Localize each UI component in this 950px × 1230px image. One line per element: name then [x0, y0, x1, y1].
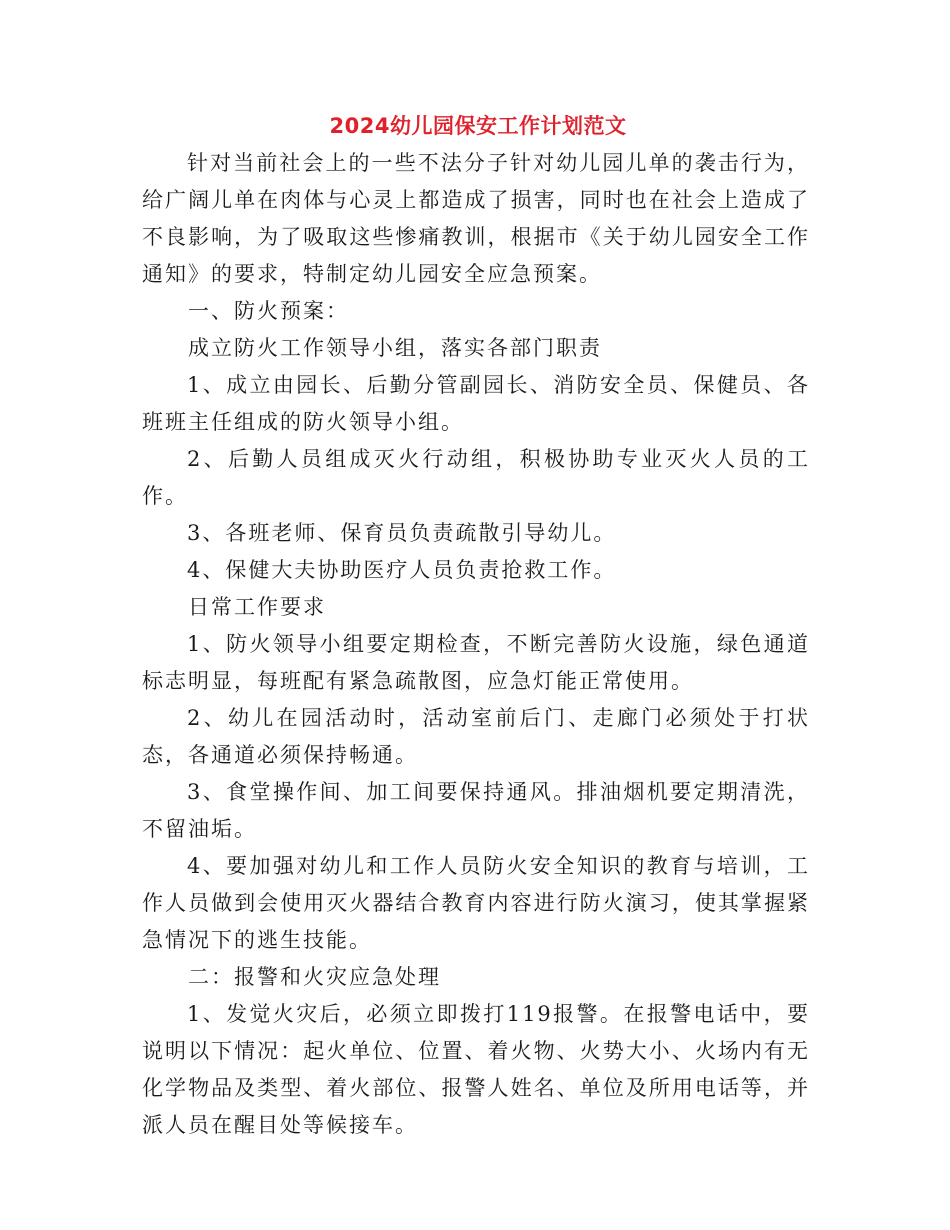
section-heading-fire-plan: 一、防火预案： [188, 299, 349, 323]
list-item: 1、发觉火灾后，必须立即拨打119报警。在报警电话中，要说明以下情况：起火单位、位置、着火物、火势大小、火场内有无化学物品及类型、着火部位、报警人姓名、单位及所用电话等，并派人员在醒目处等候接车。 [142, 1002, 810, 1137]
list-item: 1、防火领导小组要定期检查，不断完善防火设施，绿色通道标志明显，每班配有紧急疏散图，应急灯能正常使用。 [142, 632, 810, 693]
intro-paragraph: 针对当前社会上的一些不法分子针对幼儿园儿单的袭击行为，给广阔儿单在肉体与心灵上都造成了损害，同时也在社会上造成了不良影响，为了吸取这些惨痛教训，根据市《关于幼儿园安全工作通知》的要求，特制定幼儿园安全应急预案。 [142, 151, 810, 286]
list-item: 1、成立由园长、后勤分管副园长、消防安全员、保健员、各班班主任组成的防火领导小组。 [142, 373, 810, 434]
subheading-daily-requirements: 日常工作要求 [188, 595, 326, 619]
list-item: 4、保健大夫协助医疗人员负责抢救工作。 [187, 558, 617, 582]
list-item: 2、幼儿在园活动时，活动室前后门、走廊门必须处于打状态，各通道必须保持畅通。 [142, 706, 810, 767]
subheading-leadership-group: 成立防火工作领导小组，落实各部门职责 [188, 336, 602, 360]
list-item: 4、要加强对幼儿和工作人员防火安全知识的教育与培训，工作人员做到会使用灭火器结合教育内容进行防火演习，使其掌握紧急情况下的逃生技能。 [142, 854, 810, 952]
list-item: 3、各班老师、保育员负责疏散引导幼儿。 [187, 521, 617, 545]
section-heading-alarm-response: 二：报警和火灾应急处理 [188, 965, 441, 989]
document-body [142, 108, 810, 1144]
list-item: 3、食堂操作间、加工间要保持通风。排油烟机要定期清洗，不留油垢。 [142, 780, 810, 841]
document-title: 2024幼儿园保安工作计划范文 [329, 114, 627, 138]
list-item: 2、后勤人员组成灭火行动组，积极协助专业灭火人员的工作。 [142, 447, 810, 508]
